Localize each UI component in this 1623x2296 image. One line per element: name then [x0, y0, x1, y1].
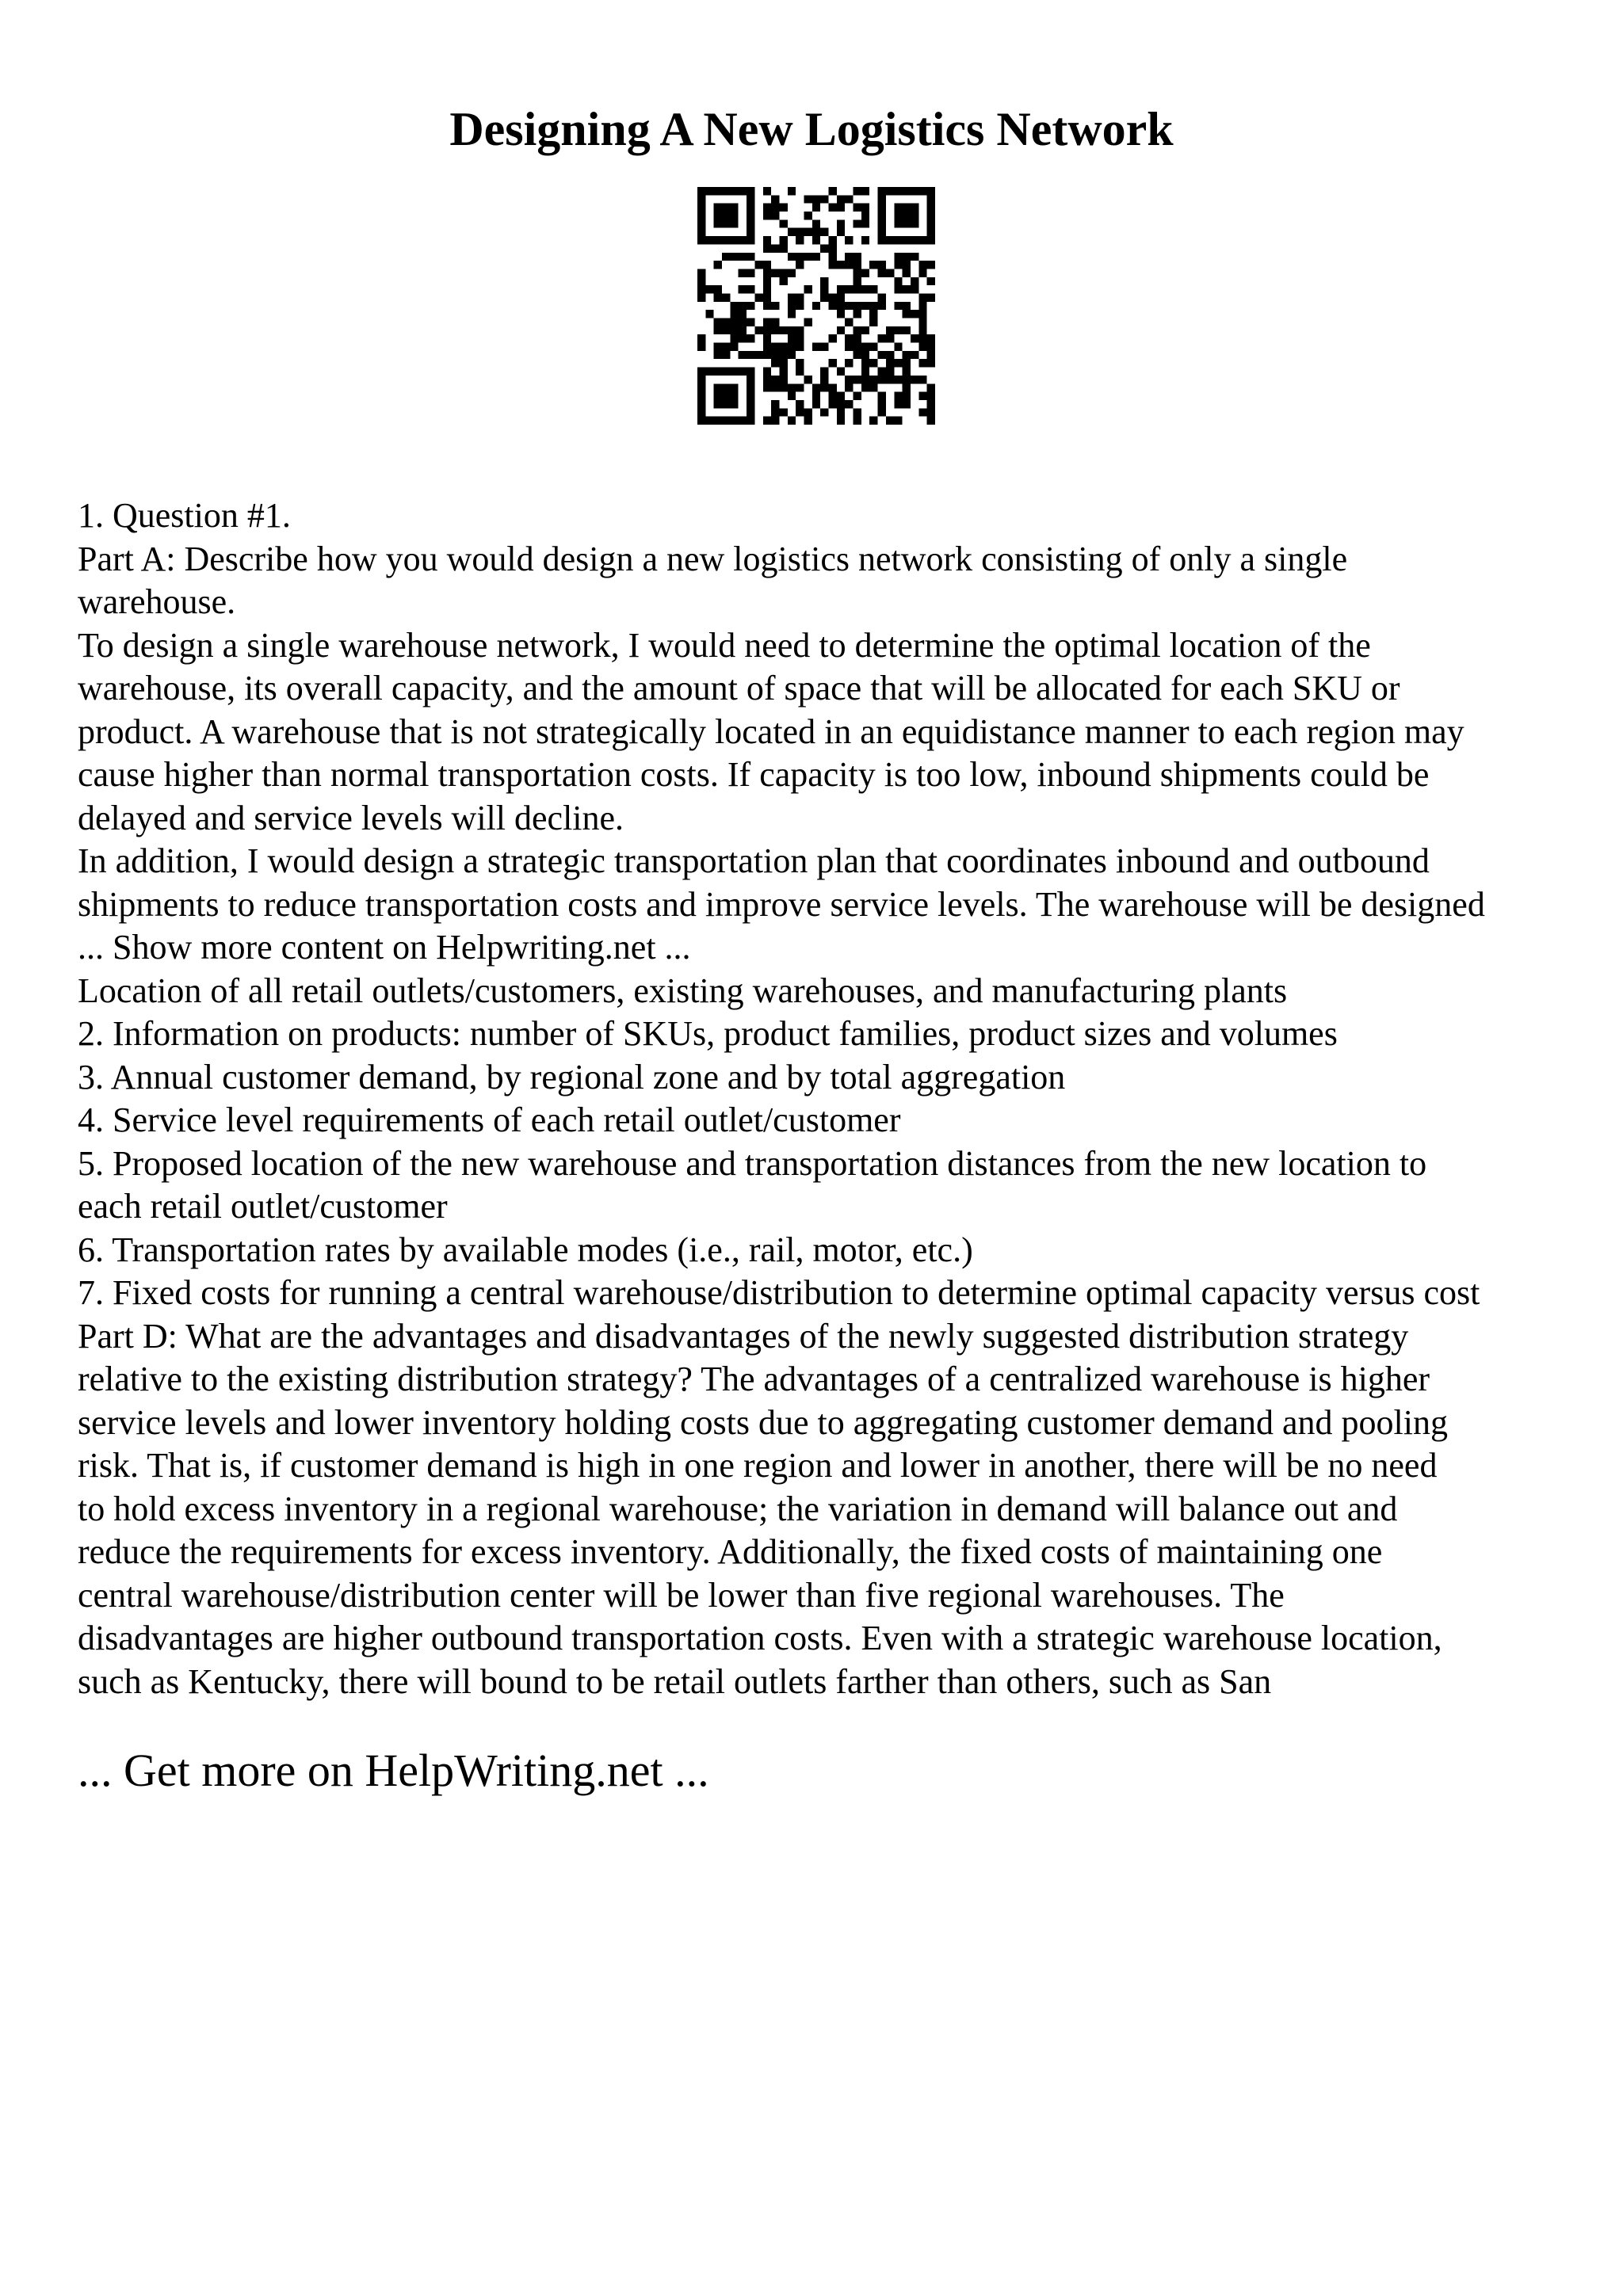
show-more-link[interactable]: ... Show more content on Helpwriting.net ... [78, 928, 691, 967]
body-line: 1. Question #1. [78, 496, 291, 535]
body-line: Part A: Describe how you would design a new logistics network consisting of only a single [78, 539, 1348, 578]
body-line: 5. Proposed location of the new warehouse and transportation distances from the new location to [78, 1143, 1427, 1183]
body-line: risk. That is, if customer demand is high in one region and lower in another, there will be no need [78, 1446, 1438, 1485]
document-body [78, 494, 1583, 1703]
body-line: To design a single warehouse network, I would need to determine the optimal location of the [78, 625, 1371, 665]
body-line: In addition, I would design a strategic transportation plan that coordinates inbound and outbound [78, 841, 1430, 880]
body-line: product. A warehouse that is not strategically located in an equidistance manner to each region may [78, 711, 1465, 751]
body-line: warehouse, its overall capacity, and the amount of space that will be allocated for each SKU or [78, 669, 1400, 707]
body-line: 2. Information on products: number of SKUs, product families, product sizes and volumes [78, 1014, 1338, 1053]
body-line: warehouse. [78, 582, 236, 621]
body-line: 4. Service level requirements of each retail outlet/customer [78, 1100, 901, 1139]
body-line: to hold excess inventory in a regional warehouse; the variation in demand will balance out and [78, 1489, 1398, 1528]
qr-code-icon [697, 187, 935, 425]
body-line: 7. Fixed costs for running a central warehouse/distribution to determine optimal capacity versus cost [78, 1273, 1480, 1312]
body-line: disadvantages are higher outbound transportation costs. Even with a strategic warehouse location, [78, 1619, 1442, 1657]
body-line: service levels and lower inventory holding costs due to aggregating customer demand and pooling [78, 1402, 1448, 1442]
body-line: reduce the requirements for excess inventory. Additionally, the fixed costs of maintaining one [78, 1532, 1383, 1571]
body-line: delayed and service levels will decline. [78, 798, 624, 837]
document-title: Designing A New Logistics Network [449, 103, 1174, 155]
body-line: 3. Annual customer demand, by regional zone and by total aggregation [78, 1057, 1066, 1097]
body-line: 6. Transportation rates by available modes (i.e., rail, motor, etc.) [78, 1230, 973, 1269]
body-line: relative to the existing distribution strategy? The advantages of a centralized warehouse is higher [78, 1360, 1430, 1398]
body-line: cause higher than normal transportation costs. If capacity is too low, inbound shipments could be [78, 755, 1430, 794]
body-line: Location of all retail outlets/customers, existing warehouses, and manufacturing plants [78, 971, 1288, 1010]
get-more-link[interactable]: ... Get more on HelpWriting.net ... [78, 1745, 709, 1796]
body-line: such as Kentucky, there will bound to be retail outlets farther than others, such as San [78, 1661, 1272, 1701]
body-line: shipments to reduce transportation costs and improve service levels. The warehouse will be designed [78, 884, 1485, 924]
body-line: each retail outlet/customer [78, 1187, 448, 1226]
body-line: Part D: What are the advantages and disadvantages of the newly suggested distribution strategy [78, 1316, 1409, 1356]
body-line: central warehouse/distribution center will be lower than five regional warehouses. The [78, 1575, 1285, 1615]
